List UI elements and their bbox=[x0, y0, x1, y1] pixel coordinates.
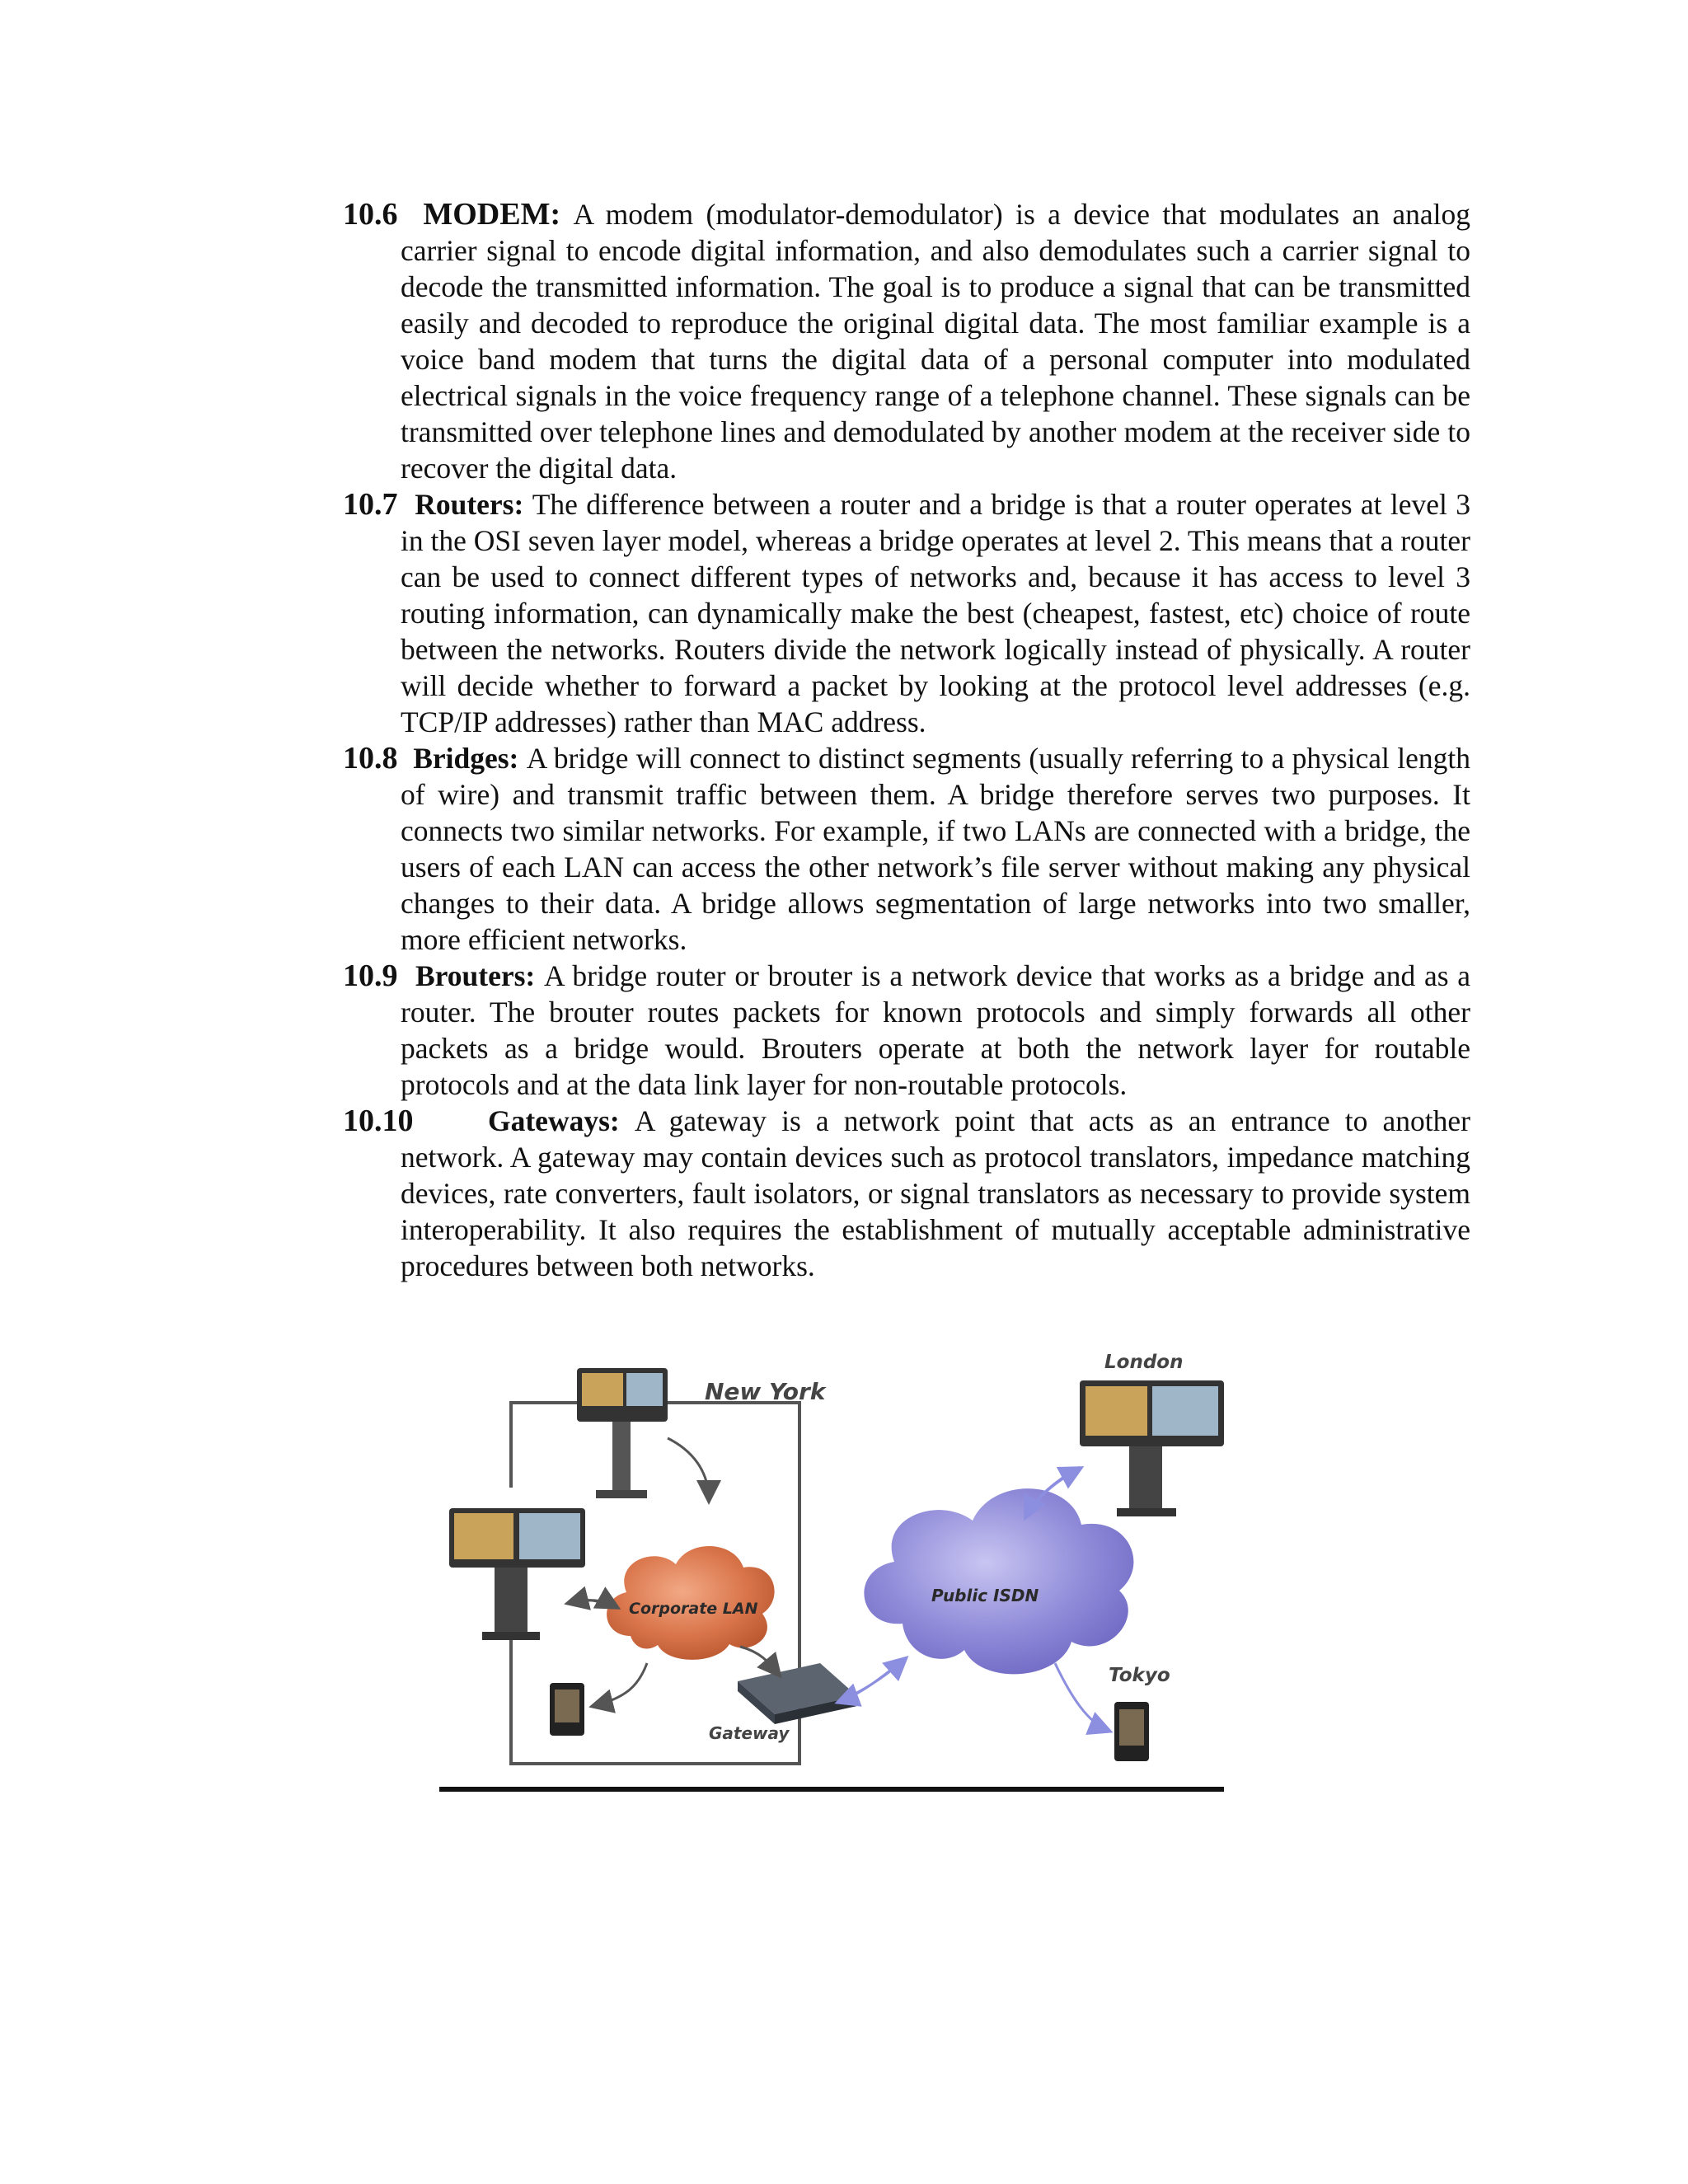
gateway-device-icon bbox=[738, 1663, 857, 1724]
section-term: Routers: bbox=[415, 488, 524, 521]
arrow bbox=[668, 1438, 709, 1500]
section-body: A modem (modulator-demodulator) is a device that modulates an analog carrier signal to encode digital information, and also demodulates such a carrier signal to decode the transmitted information. The goal is to produce a signal that can be transmitted easily and decoded to reproduce the original digital data. The most familiar example is a voice band modem that turns the digital data of a personal computer into modulated electrical signals in the voice frequency range of a telephone channel. These signals can be transmitted over telephone lines and demodulated by another modem at the receiver side to recover the digital data. bbox=[401, 198, 1471, 485]
public-isdn-cloud bbox=[864, 1488, 1133, 1674]
section-number: 10.6 bbox=[343, 197, 398, 232]
section-term: Brouters: bbox=[415, 959, 536, 992]
arrow bbox=[740, 1647, 779, 1675]
section-number: 10.9 bbox=[343, 958, 398, 993]
video-terminal-icon bbox=[1080, 1380, 1224, 1516]
label-new-york: New York bbox=[705, 1378, 826, 1405]
section-number: 10.8 bbox=[343, 741, 398, 776]
section-brouters bbox=[343, 958, 1470, 1103]
figure-underline bbox=[439, 1787, 1224, 1792]
section-term: MODEM: bbox=[423, 197, 561, 232]
text-column bbox=[343, 196, 1470, 1284]
section-gateways bbox=[343, 1103, 1470, 1284]
label-tokyo: Tokyo bbox=[1109, 1665, 1170, 1686]
section-term: Gateways: bbox=[488, 1104, 620, 1137]
section-number: 10.10 bbox=[343, 1104, 414, 1138]
label-gateway: Gateway bbox=[709, 1723, 790, 1743]
section-body: The difference between a router and a bridge is that a router operates at level 3 in the OSI seven layer model, whereas a bridge operates at level 2. This means that a router can be used to connect different types of networks and, because it has access to level 3 routing information, can dynamically make the best (cheapest, fastest, etc) choice of route between the networks. Routers divide the network logically instead of physically. A router will decide whether to forward a packet by looking at the protocol level addresses (e.g. TCP/IP addresses) rather than MAC address. bbox=[401, 488, 1470, 738]
video-terminal-icon bbox=[449, 1508, 585, 1640]
video-phone-icon bbox=[550, 1683, 584, 1736]
section-routers bbox=[343, 486, 1470, 740]
section-number: 10.7 bbox=[343, 487, 398, 522]
section-body: A bridge will connect to distinct segments (usually referring to a physical length of wire) and transmit traffic between them. A bridge therefore serves two purposes. It connects two similar networks. For example, if two LANs are connected with a bridge, the users of each LAN can access the other network’s file server without making any physical changes to their data. A bridge allows segmentation of large networks into two smaller, more efficient networks. bbox=[401, 742, 1470, 956]
label-london: London bbox=[1104, 1352, 1184, 1373]
video-terminal-icon bbox=[577, 1368, 668, 1498]
network-diagram bbox=[445, 1352, 1236, 1797]
arrow bbox=[593, 1663, 647, 1706]
arrow bbox=[1055, 1663, 1109, 1731]
label-corporate-lan: Corporate LAN bbox=[629, 1600, 758, 1618]
section-bridges bbox=[343, 740, 1470, 958]
section-body: A bridge router or brouter is a network device that works as a bridge and as a router. The brouter routes packets for known protocols and simply forwards all other packets as a bridge would. Brouters operate at both the network layer for routable protocols and at the data link layer for non-routable protocols. bbox=[401, 959, 1471, 1101]
label-public-isdn: Public ISDN bbox=[931, 1586, 1039, 1605]
section-modem bbox=[343, 196, 1470, 486]
network-diagram-svg bbox=[445, 1352, 1236, 1780]
video-phone-icon bbox=[1114, 1702, 1149, 1761]
section-body: A gateway is a network point that acts as an entrance to another network. A gateway may contain devices such as protocol translators, impedance matching devices, rate converters, fault isolators, or signal translators as necessary to provide system interoperability. It also requires the establishment of mutually acceptable administrative procedures between both networks. bbox=[401, 1104, 1470, 1282]
section-term: Bridges: bbox=[413, 742, 519, 775]
